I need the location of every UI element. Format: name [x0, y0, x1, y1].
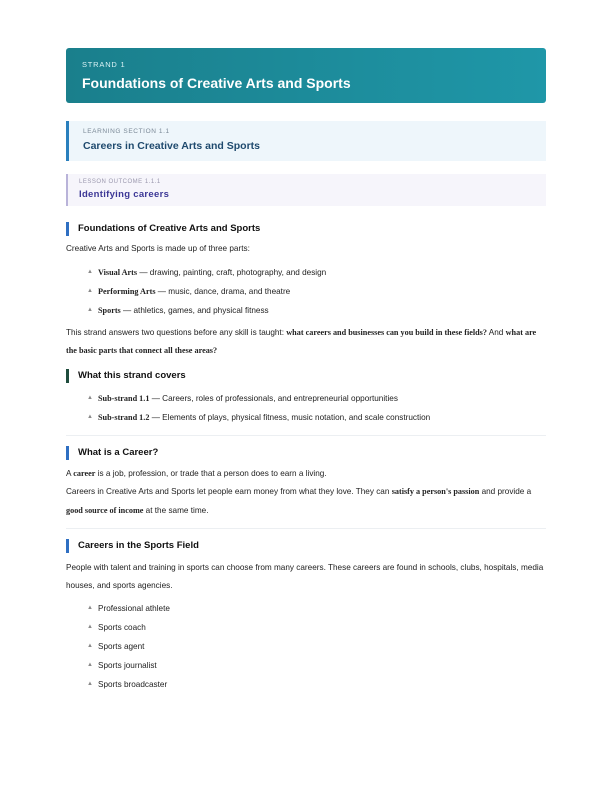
lesson-outcome-label: LESSON OUTCOME 1.1.1 — [79, 179, 161, 185]
bullet-icon: ▲ — [87, 643, 93, 649]
sports-heading: Careers in the Sports Field — [66, 539, 546, 553]
bullet-icon: ▲ — [87, 395, 93, 401]
covers-list — [66, 389, 546, 427]
bullet-icon: ▲ — [87, 605, 93, 611]
divider — [66, 528, 546, 529]
strand-title: Foundations of Creative Arts and Sports — [82, 75, 351, 91]
list-item: ▲ Sports broadcaster — [66, 675, 546, 694]
list-item: ▲ Performing Arts — music, dance, drama, and theatre — [66, 282, 546, 301]
career-heading: What is a Career? — [66, 446, 546, 460]
list-item: ▲ Sports agent — [66, 637, 546, 656]
career-paragraph: Careers in Creative Arts and Sports let people earn money from what they love. They can satisfy a person's passion and provide a good source of income at the same time. — [66, 487, 532, 515]
career-definition: A career is a job, profession, or trade that a person does to earn a living. — [66, 469, 327, 478]
bullet-icon: ▲ — [87, 288, 93, 294]
sports-intro: People with talent and training in sports can choose from many careers. These careers are found in schools, clubs, hospitals, media houses, and sports agencies. — [66, 563, 544, 590]
learning-section-label: LEARNING SECTION 1.1 — [83, 128, 170, 135]
foundations-intro: Creative Arts and Sports is made up of three parts: — [66, 244, 250, 253]
foundations-list — [66, 263, 546, 320]
bullet-icon: ▲ — [87, 681, 93, 687]
list-item: ▲ Professional athlete — [66, 599, 546, 618]
list-item: ▲ Sub-strand 1.1 — Careers, roles of professionals, and entrepreneurial opportunities — [66, 389, 546, 408]
covers-heading: What this strand covers — [66, 369, 546, 383]
sports-list — [66, 599, 546, 694]
bullet-icon: ▲ — [87, 624, 93, 630]
bullet-icon: ▲ — [87, 307, 93, 313]
page — [66, 48, 546, 696]
bullet-icon: ▲ — [87, 269, 93, 275]
bullet-icon: ▲ — [87, 662, 93, 668]
divider — [66, 435, 546, 436]
lesson-outcome-box — [66, 174, 546, 206]
list-item: ▲ Sports coach — [66, 618, 546, 637]
list-item: ▲ Sports journalist — [66, 656, 546, 675]
list-item: ▲ Visual Arts — drawing, painting, craft, photography, and design — [66, 263, 546, 282]
foundations-heading: Foundations of Creative Arts and Sports — [66, 222, 546, 236]
bullet-icon: ▲ — [87, 414, 93, 420]
learning-section-box — [66, 121, 546, 161]
list-item: ▲ Sub-strand 1.2 — Elements of plays, physical fitness, music notation, and scale construction — [66, 408, 546, 427]
strand-banner — [66, 48, 546, 103]
list-item: ▲ Sports — athletics, games, and physical fitness — [66, 301, 546, 320]
strand-label: STRAND 1 — [82, 60, 126, 69]
lesson-outcome-title: Identifying careers — [79, 189, 170, 200]
foundations-questions: This strand answers two questions before any skill is taught: what careers and businesses can you build in these fields? And what are the basic parts that connect all these areas? — [66, 328, 537, 355]
learning-section-title: Careers in Creative Arts and Sports — [83, 140, 261, 152]
